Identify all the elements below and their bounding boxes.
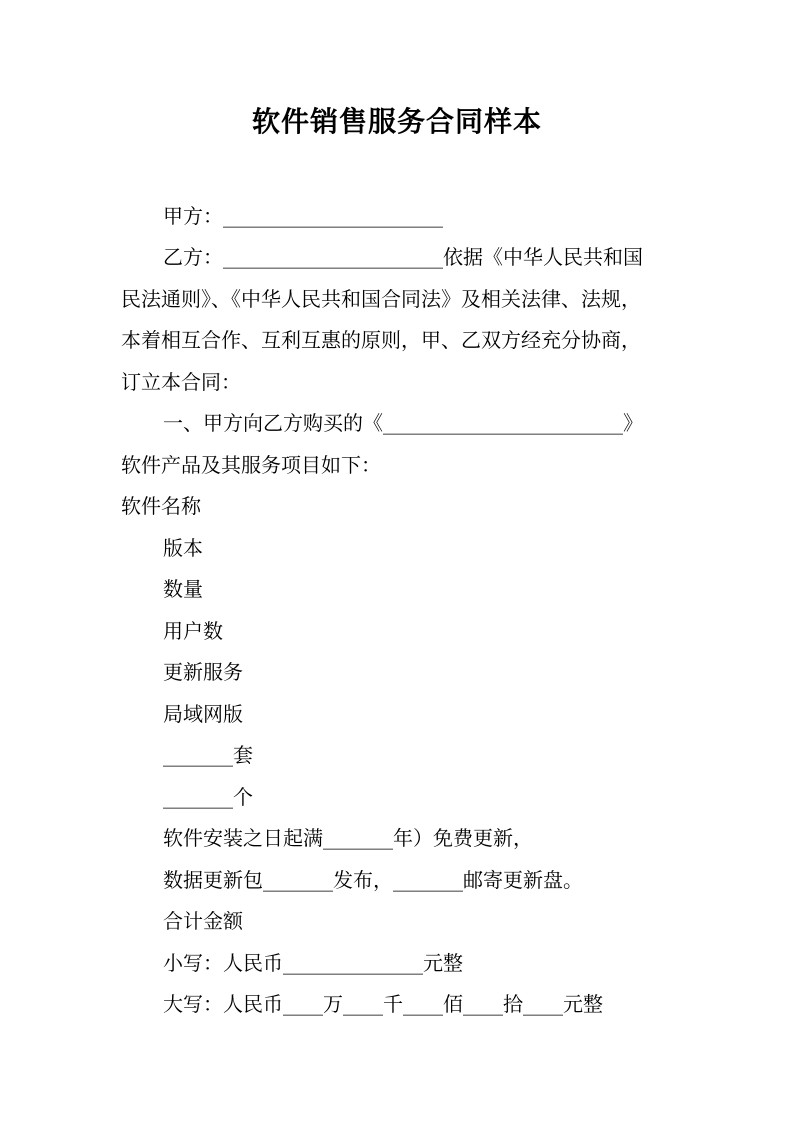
- free-update-line: 软件安装之日起满_______年）免费更新，: [163, 826, 533, 850]
- data-update-line: 数据更新包_______发布，_______邮寄更新盘。: [163, 868, 583, 892]
- amount-lowercase-line: 小写：人民币______________元整: [163, 951, 463, 975]
- total-amount-label: 合计金额: [163, 909, 243, 933]
- document-title: 软件销售服务合同样本: [251, 105, 542, 138]
- paragraph-line: 本着相互合作、互利互惠的原则，甲、乙双方经充分协商，: [121, 328, 641, 352]
- software-name-label: 软件名称: [121, 494, 201, 518]
- paragraph-line: 软件产品及其服务项目如下：: [121, 453, 381, 477]
- quantity-label: 数量: [163, 577, 203, 601]
- user-count-label: 用户数: [163, 619, 223, 643]
- sets-line: _______套: [163, 743, 253, 767]
- paragraph-line: 订立本合同：: [121, 370, 241, 394]
- amount-uppercase-line: 大写：人民币____万____千____佰____拾____元整: [163, 992, 603, 1016]
- party-a-line: 甲方：______________________: [163, 204, 443, 228]
- lan-version-label: 局域网版: [163, 702, 243, 726]
- update-service-label: 更新服务: [163, 660, 243, 684]
- party-b-line: 乙方：______________________依据《中华人民共和国: [163, 245, 643, 269]
- units-line: _______个: [163, 785, 253, 809]
- version-label: 版本: [163, 536, 203, 560]
- paragraph-line: 民法通则》、《中华人民共和国合同法》及相关法律、法规，: [121, 287, 641, 311]
- clause-one-line: 一、甲方向乙方购买的《________________________》: [163, 411, 643, 435]
